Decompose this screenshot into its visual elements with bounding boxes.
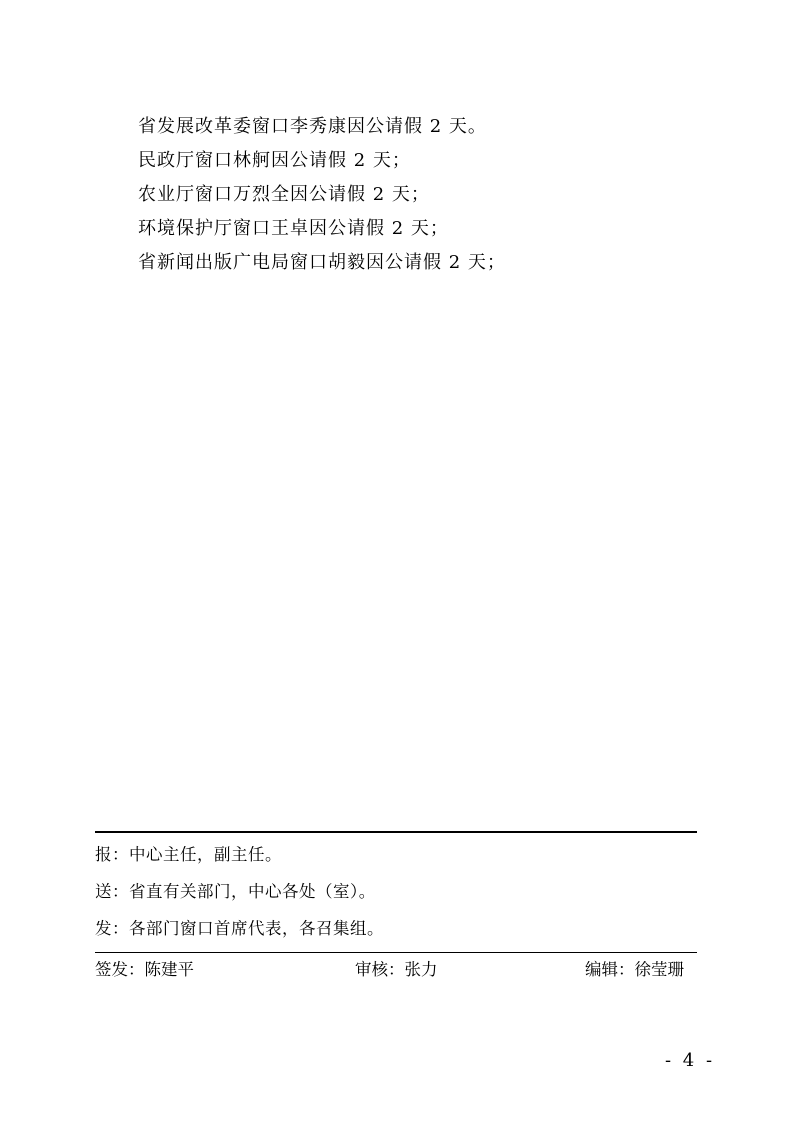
page-number: - 4 - (665, 1050, 716, 1071)
body-line-3: 农业厅窗口万烈全因公请假 2 天； (138, 184, 430, 205)
reviewer-field: 审核：张力 (355, 960, 438, 979)
body-line-2: 民政厅窗口林舸因公请假 2 天； (138, 150, 411, 171)
body-line-5: 省新闻出版广电局窗口胡毅因公请假 2 天； (138, 252, 506, 273)
editor-field: 编辑：徐莹珊 (585, 960, 684, 979)
body-text (138, 110, 738, 280)
body-line-4: 环境保护厅窗口王卓因公请假 2 天； (138, 218, 449, 239)
issue-to-line: 发：各部门窗口首席代表，各召集组。 (95, 919, 384, 938)
body-line-1: 省发展改革委窗口李秀康因公请假 2 天。 (138, 116, 487, 137)
signer-field: 签发：陈建平 (95, 960, 194, 979)
report-to-line: 报：中心主任，副主任。 (95, 845, 282, 864)
distribution-top-rule (95, 831, 697, 833)
send-to-line: 送：省直有关部门，中心各处（室）。 (95, 882, 376, 901)
distribution-bottom-rule (95, 952, 697, 953)
